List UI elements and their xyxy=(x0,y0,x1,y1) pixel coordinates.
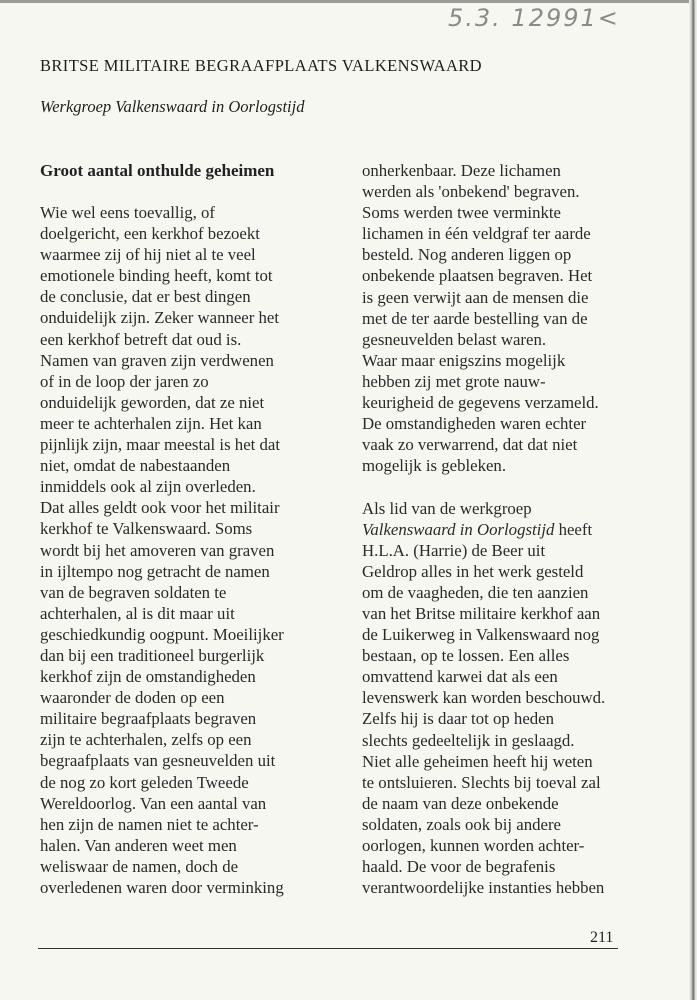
text-fragment: heeft xyxy=(554,519,593,539)
text-line: vaak zo verwarrend, dat dat niet xyxy=(362,435,578,455)
text-line: om de vaagheden, die ten aanzien xyxy=(362,582,589,602)
text-line: haald. De voor de begrafenis xyxy=(362,857,556,877)
text-line: van de begraven soldaten te xyxy=(40,582,227,602)
text-line: levenswerk kan worden beschouwd. xyxy=(362,688,606,708)
section-heading: Groot aantal onthulde geheimen xyxy=(40,161,275,180)
text-line: halen. Van anderen weet men xyxy=(40,835,237,855)
text-line: kerkhof te Valkenswaard. Soms xyxy=(40,519,253,539)
text-line: inmiddels ook al zijn overleden. xyxy=(40,477,256,497)
text-line: slechts gedeeltelijk in geslaagd. xyxy=(362,730,575,750)
italic-group-name: Valkenswaard in Oorlogstijd xyxy=(362,519,555,539)
text-line: Wie wel eens toevallig, of xyxy=(40,203,215,222)
text-line: overledenen waren door verminking xyxy=(40,878,284,897)
text-line: de nog zo kort geleden Tweede xyxy=(40,772,249,792)
text-line: pijnlijk zijn, maar meestal is het dat xyxy=(40,435,281,455)
text-line: de conclusie, dat er best dingen xyxy=(40,287,251,307)
text-line: dan bij een traditioneel burgerlijk xyxy=(40,645,265,665)
text-line: meer te achterhalen zijn. Het kan xyxy=(40,413,262,433)
text-line: weliswaar de namen, doch de xyxy=(40,856,239,876)
text-line: hebben zij met grote nauw- xyxy=(362,371,546,391)
right-column xyxy=(362,160,605,898)
text-line: hen zijn de namen niet te achter- xyxy=(40,814,259,834)
text-line: onherkenbaar. Deze lichamen xyxy=(362,161,561,180)
text-line: met de ter aarde bestelling van de xyxy=(362,308,588,328)
text-line: Dat alles geldt ook voor het militair xyxy=(40,498,280,518)
text-line: de Luikerweg in Valkenswaard nog xyxy=(362,625,600,645)
text-line: achterhalen, al is dit maar uit xyxy=(40,603,235,623)
text-line: kerkhof zijn de omstandigheden xyxy=(40,667,256,687)
text-line: Soms werden twee verminkte xyxy=(362,203,561,223)
page-number: 211 xyxy=(590,929,614,946)
text-line: militaire begraafplaats begraven xyxy=(40,709,257,729)
text-line: Zelfs hij is daar tot op heden xyxy=(362,709,555,729)
text-line: onduidelijk geworden, dat ze niet xyxy=(40,392,265,412)
text-line: H.L.A. (Harrie) de Beer uit xyxy=(362,540,546,560)
left-column xyxy=(40,202,284,898)
text-line: waarmee zij of hij niet al te veel xyxy=(40,245,256,265)
scan-right-edge xyxy=(689,0,697,1000)
text-line: gesneuvelden belast waren. xyxy=(362,329,547,349)
text-line: onbekende plaatsen begraven. Het xyxy=(362,266,593,286)
text-line: niet, omdat de nabestaanden xyxy=(40,456,231,476)
text-line: verantwoordelijke instanties hebben xyxy=(362,878,605,898)
text-line: is geen verwijt aan de mensen die xyxy=(362,287,589,307)
text-line: wordt bij het amoveren van graven xyxy=(40,540,275,560)
text-line: keurigheid de gegevens verzameld. xyxy=(362,393,599,413)
handwritten-archive-number: 5.3. 12991< xyxy=(448,4,620,32)
text-line: Geldrop alles in het werk gesteld xyxy=(362,561,584,581)
text-line: in ijltempo nog getracht de namen xyxy=(40,561,270,581)
text-line: oorlogen, kunnen worden achter- xyxy=(362,836,585,855)
text-line xyxy=(362,519,605,540)
text-line: emotionele binding heeft, komt tot xyxy=(40,266,273,286)
right-paragraph-2 xyxy=(362,540,605,899)
text-line: werden als 'onbekend' begraven. xyxy=(362,182,580,202)
text-line: lichamen in één veldgraf ter aarde xyxy=(362,224,591,244)
text-line: doelgericht, een kerkhof bezoekt xyxy=(40,224,260,244)
text-line: besteld. Nog anderen liggen op xyxy=(362,245,572,265)
text-line: soldaten, zoals ook bij andere xyxy=(362,814,561,834)
text-line: waaronder de doden op een xyxy=(40,688,225,708)
document-title: BRITSE MILITAIRE BEGRAAFPLAATS VALKENSWAARD xyxy=(40,56,483,75)
text-line: van het Britse militaire kerkhof aan xyxy=(362,603,601,623)
text-line: een kerkhof betreft dat oud is. xyxy=(40,329,242,349)
text-line: onduidelijk zijn. Zeker wanneer het xyxy=(40,308,280,328)
right-paragraph-1 xyxy=(362,160,605,476)
text-line: geschiedkundig oogpunt. Moeilijker xyxy=(40,624,284,644)
scan-top-edge xyxy=(0,0,697,3)
text-line: Namen van graven zijn verdwenen xyxy=(40,350,274,370)
text-line: omvattend karwei dat als een xyxy=(362,667,558,687)
text-line: Als lid van de werkgroep xyxy=(362,498,532,518)
paragraph-gap xyxy=(362,476,605,497)
footer-rule xyxy=(38,948,618,949)
text-line: de naam van deze onbekende xyxy=(362,793,559,813)
text-line: Wereldoorlog. Van een aantal van xyxy=(40,793,267,813)
text-line: De omstandigheden waren echter xyxy=(362,414,587,434)
text-line: te ontsluieren. Slechts bij toeval zal xyxy=(362,772,601,792)
text-line: Niet alle geheimen heeft hij weten xyxy=(362,751,593,771)
document-subtitle: Werkgroep Valkenswaard in Oorlogstijd xyxy=(40,97,305,116)
text-line: of in de loop der jaren zo xyxy=(40,371,209,391)
text-line: begraafplaats van gesneuvelden uit xyxy=(40,751,276,771)
text-line: zijn te achterhalen, zelfs op een xyxy=(40,730,252,750)
text-line: bestaan, op te lossen. Een alles xyxy=(362,646,570,666)
text-line: Waar maar enigszins mogelijk xyxy=(362,350,566,370)
text-line: mogelijk is gebleken. xyxy=(362,456,507,476)
